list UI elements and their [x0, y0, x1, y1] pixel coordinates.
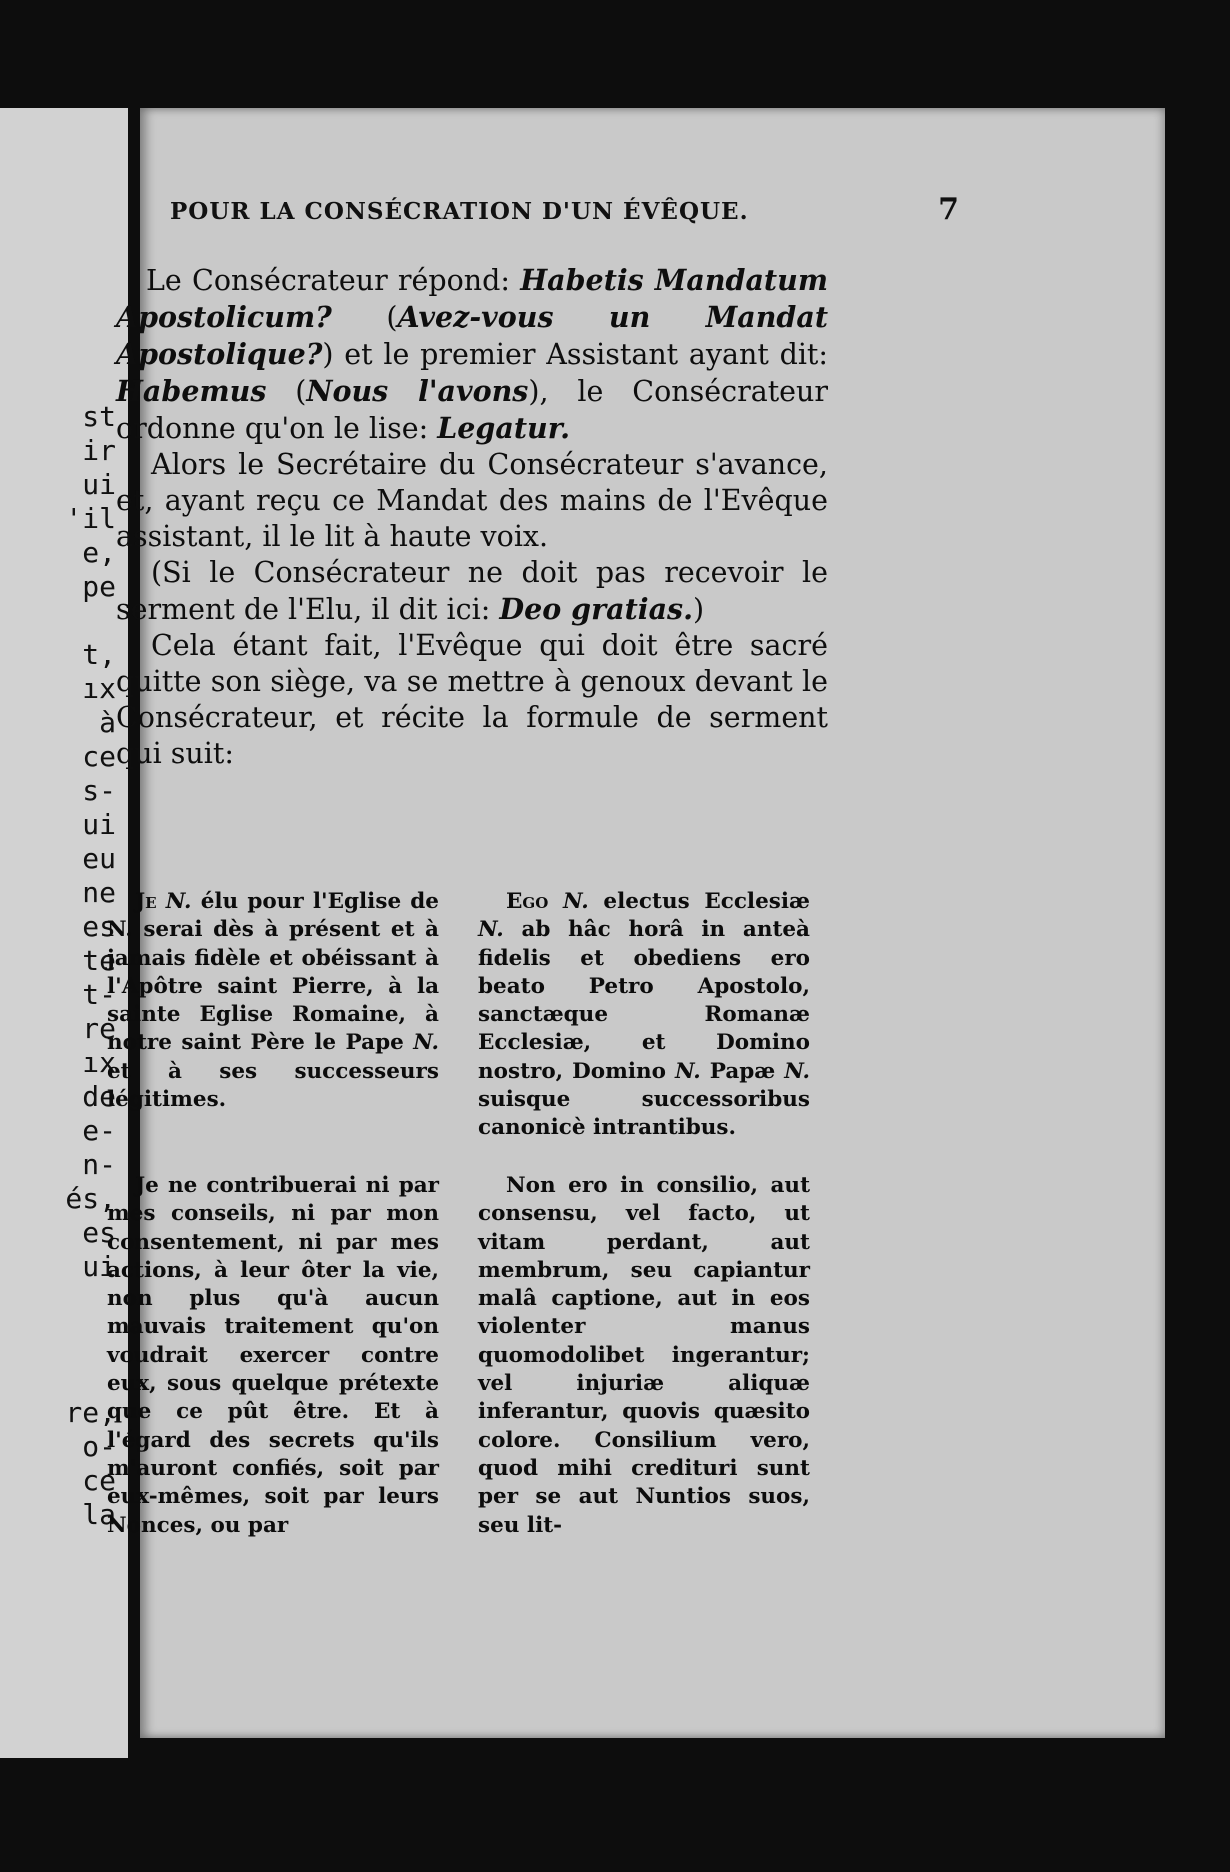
french-n: N.: [165, 889, 192, 914]
paragraph-2: Alors le Secrétaire du Consécrateur s'avance, et, ayant reçu ce Mandat des mains de l'Evêque assistant, il le lit à haute voix.: [116, 448, 828, 553]
french-n-2: N.: [413, 1030, 439, 1056]
paragraph-4: Cela étant fait, l'Evêque qui doit être sacré quitte son siège, va se mettre à genoux devant le Consécrateur, et récite la formule de serment qui suit:: [116, 629, 828, 770]
latin-text-1: electus Ecclesiæ: [588, 889, 811, 914]
latin-oath-2: [478, 1172, 810, 1540]
latin-n-2: N.: [478, 917, 504, 943]
p1-french-question: Avez-vous un Mandat Apostolique?: [116, 300, 828, 371]
p1-legatur: Legatur.: [437, 411, 571, 445]
latin-text-2: ab hâc horâ in anteà fidelis et obediens ero beato Petro Apostolo, sanctæque Romanæ Ecclesiæ, et Domino nostro, Domino: [478, 917, 810, 1084]
p3-deo-gratias: Deo gratias.: [499, 592, 694, 626]
french-paragraph-2: Je ne contribuerai ni par mes conseils, ni par mon consentement, ni par mes actions, à leur ôter la vie, non plus qu'à aucun mauvais traitement qu'on voudrait exercer contre eux, sous quelque prétexte que ce pût être. Et à l'égard des secrets qu'ils m'auront confiés, soit par eux-mêmes, soit par leurs Nonces, ou par: [107, 1173, 439, 1538]
latin-lead: Ego: [506, 889, 549, 914]
left-page-fragments-2: re, o- ce la: [65, 1396, 116, 1531]
french-oath-2: [107, 1172, 439, 1540]
p3-paren-close: ): [693, 593, 705, 626]
french-paragraph-1: [107, 888, 439, 1114]
french-text-2: et à ses successeurs légitimes.: [107, 1058, 439, 1113]
p1-latin-question: Habetis Mandatum Apostolicum?: [116, 263, 828, 334]
left-page-fragments-1: st ir ui 'il e, pe t, ıx à ce s- ui eu ne es te t- re ıx de e- n- és, es ui: [65, 400, 116, 1283]
p1-text-3: ), le Consécrateur ordonne qu'on le lise:: [116, 375, 828, 445]
p3-text: (Si le Consécrateur ne doit pas recevoir le serment de l'Elu, il dit ici:: [116, 556, 828, 626]
latin-text-3: Papæ: [700, 1058, 785, 1084]
p1-latin-answer: Habemus: [116, 374, 267, 408]
latin-n: N.: [548, 889, 589, 914]
p1-text-2: ) et le premier Assistant ayant dit:: [322, 338, 828, 371]
p1-paren-open-2: (: [266, 375, 307, 408]
p1-paren-open: (: [331, 301, 398, 334]
page-number: 7: [938, 192, 960, 227]
french-oath-1: [107, 888, 439, 1114]
latin-n-4: N.: [784, 1058, 810, 1084]
latin-oath-1: [478, 888, 810, 1143]
latin-paragraph-2: Non ero in consilio, aut consensu, vel facto, ut vitam perdant, aut membrum, seu capiantur malâ captione, aut in eos violenter manus quomodolibet ingerantur; vel injuriæ aliquæ inferantur, quovis quæsito colore. Consilium vero, quod mihi credituri sunt per se aut Nuntios suos, seu lit-: [478, 1173, 810, 1538]
running-head-title: POUR LA CONSÉCRATION D'UN ÉVÊQUE.: [170, 198, 749, 225]
french-text-1: élu pour l'Eglise de N. serai dès à présent et à jamais fidèle et obéissant à l'Apôtre saint Pierre, à la sainte Eglise Romaine, à notre saint Père le Pape: [107, 889, 439, 1056]
latin-n-3: N.: [674, 1058, 701, 1084]
p1-french-answer: Nous l'avons: [306, 374, 529, 408]
main-text: [116, 262, 828, 772]
running-head: [170, 192, 960, 227]
paragraph-3: [116, 555, 828, 628]
french-lead: Je: [135, 889, 157, 914]
latin-paragraph-1: [478, 888, 810, 1143]
p1-text: Le Consécrateur répond:: [146, 264, 521, 297]
paragraph-1: [116, 262, 828, 447]
latin-text-4: suisque successoribus canonicè intrantibus.: [478, 1087, 810, 1141]
